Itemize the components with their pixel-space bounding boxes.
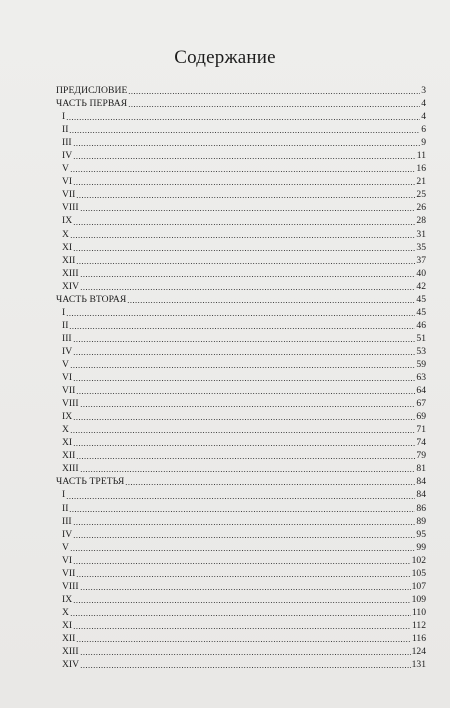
toc-chapter-row (56, 554, 426, 567)
toc-entry-label: XI (62, 241, 73, 253)
toc-entry-label: X (62, 424, 69, 436)
page-title: Содержание (174, 47, 276, 68)
toc-page-number: 46 (416, 319, 426, 331)
toc-chapter-row (56, 619, 426, 632)
toc-entry-label: IX (62, 411, 73, 423)
toc-page-number: 42 (416, 280, 426, 292)
toc-entry-label: IX (62, 593, 73, 605)
dot-leader (76, 458, 415, 459)
toc-chapter-row (56, 306, 426, 319)
toc-entry-label: III (62, 137, 72, 149)
dot-leader (76, 197, 415, 198)
dot-leader (73, 250, 415, 251)
toc-page-number: 26 (416, 202, 426, 214)
dot-leader (70, 367, 415, 368)
toc-entry-label: VII (62, 385, 76, 397)
toc-page-number: 21 (416, 176, 426, 188)
dot-leader (70, 171, 415, 172)
toc-page-number: 16 (416, 163, 426, 175)
toc-chapter-row (56, 606, 426, 619)
toc-entry-label: II (62, 124, 69, 136)
toc-chapter-row (56, 567, 426, 580)
toc-chapter-row (56, 201, 426, 214)
toc-page-number: 81 (416, 463, 426, 475)
toc-page-number: 84 (416, 476, 426, 488)
toc-page-number: 84 (416, 489, 426, 501)
toc-chapter-row (56, 462, 426, 475)
toc-entry-label: IV (62, 528, 73, 540)
toc-entry-label: ЧАСТЬ ПЕРВАЯ (56, 98, 128, 110)
toc-page-number: 89 (416, 515, 426, 527)
dot-leader (66, 498, 415, 499)
dot-leader (70, 237, 415, 238)
toc-page-number: 9 (421, 137, 426, 149)
toc-entry-label: VII (62, 567, 76, 579)
toc-entry-label: III (62, 515, 72, 527)
dot-leader (80, 276, 416, 277)
toc-chapter-row (56, 358, 426, 371)
toc-entry-label: VII (62, 189, 76, 201)
toc-page-number: 116 (411, 632, 426, 644)
toc-chapter-row (56, 332, 426, 345)
dot-leader (127, 302, 415, 303)
toc-chapter-row (56, 397, 426, 410)
dot-leader (69, 132, 420, 133)
toc-entry-label: IV (62, 150, 73, 162)
toc-page-number: 79 (416, 450, 426, 462)
toc-chapter-row (56, 488, 426, 501)
toc-chapter-row (56, 267, 426, 280)
toc-chapter-row (56, 241, 426, 254)
toc-chapter-row (56, 436, 426, 449)
toc-page-number: 107 (411, 580, 426, 592)
toc-entry-label: I (62, 111, 66, 123)
toc-chapter-row (56, 319, 426, 332)
toc-page-number: 99 (416, 541, 426, 553)
toc-entry-label: VIII (62, 202, 79, 214)
toc-entry-label: ЧАСТЬ ВТОРАЯ (56, 293, 127, 305)
toc-chapter-row (56, 528, 426, 541)
dot-leader (73, 524, 416, 525)
toc-chapter-row (56, 188, 426, 201)
toc-entry-label: V (62, 163, 69, 175)
toc-entry-label: ЧАСТЬ ТРЕТЬЯ (56, 476, 125, 488)
toc-entry-label: IV (62, 345, 73, 357)
toc-page-number: 105 (411, 567, 426, 579)
toc-page-number: 3 (421, 85, 426, 96)
toc-page-number: 40 (416, 267, 426, 279)
toc-entry-label: XIII (62, 646, 79, 658)
toc-section-row (56, 97, 426, 110)
toc-chapter-row (56, 515, 426, 528)
dot-leader (69, 511, 415, 512)
toc-chapter-row (56, 541, 426, 554)
toc-page-number: 45 (416, 293, 426, 305)
toc-page-number: 4 (421, 98, 426, 110)
dot-leader (125, 484, 415, 485)
toc-page-number: 35 (416, 241, 426, 253)
dot-leader (73, 184, 415, 185)
toc-entry-label: V (62, 541, 69, 553)
dot-leader (66, 315, 415, 316)
toc-chapter-row (56, 423, 426, 436)
toc-chapter-row (56, 214, 426, 227)
toc-entry-label: VI (62, 176, 73, 188)
toc-page-number: 64 (416, 385, 426, 397)
toc-page-number: 28 (416, 215, 426, 227)
toc-chapter-row (56, 175, 426, 188)
toc-chapter-row (56, 149, 426, 162)
toc-entry-label: XIV (62, 659, 80, 671)
toc-entry-label: XI (62, 619, 73, 631)
toc-chapter-row (56, 593, 426, 606)
dot-leader (69, 328, 415, 329)
toc-chapter-row (56, 371, 426, 384)
toc-chapter-row (56, 123, 426, 136)
toc-page-number: 102 (411, 554, 426, 566)
dot-leader (70, 550, 415, 551)
toc-chapter-row (56, 228, 426, 241)
dot-leader (70, 432, 415, 433)
toc-page-number: 131 (411, 659, 426, 671)
toc-entry-label: ПРЕДИСЛОВИЕ (56, 85, 128, 96)
toc-entry-label: XI (62, 437, 73, 449)
toc-page-number: 110 (411, 606, 426, 618)
dot-leader (80, 589, 411, 590)
dot-leader (80, 471, 416, 472)
toc-page-number: 109 (411, 593, 426, 605)
toc-entry-label: VIII (62, 580, 79, 592)
dot-leader (128, 93, 420, 94)
dot-leader (76, 263, 415, 264)
toc-page-number: 124 (411, 646, 426, 658)
toc-entry-label: VI (62, 554, 73, 566)
toc-chapter-row (56, 345, 426, 358)
dot-leader (73, 537, 415, 538)
toc-entry-label: XII (62, 254, 76, 266)
toc-entry-label: VIII (62, 398, 79, 410)
toc-entry-label: XII (62, 632, 76, 644)
toc-entry-label: I (62, 489, 66, 501)
toc-chapter-row (56, 254, 426, 267)
toc-page-number: 112 (411, 619, 426, 631)
dot-leader (73, 354, 415, 355)
toc-entry-label: X (62, 606, 69, 618)
toc-page-number: 67 (416, 398, 426, 410)
toc-entry-label: VI (62, 372, 73, 384)
toc-entry-label: XIV (62, 280, 80, 292)
toc-page-number: 37 (416, 254, 426, 266)
toc-chapter-row (56, 645, 426, 658)
toc-entry-label: IX (62, 215, 73, 227)
dot-leader (70, 615, 411, 616)
toc-page-number: 53 (416, 345, 426, 357)
toc-chapter-row (56, 658, 426, 671)
dot-leader (80, 654, 411, 655)
dot-leader (73, 445, 415, 446)
toc-page-number: 86 (416, 502, 426, 514)
toc-entry-label: III (62, 332, 72, 344)
toc-entry-label: II (62, 502, 69, 514)
dot-leader (76, 393, 415, 394)
toc-section-row (56, 84, 426, 97)
toc-entry-label: XII (62, 450, 76, 462)
dot-leader (128, 106, 420, 107)
toc-page-number: 71 (416, 424, 426, 436)
dot-leader (73, 224, 415, 225)
dot-leader (73, 158, 416, 159)
toc-chapter-row (56, 632, 426, 645)
toc-page-number: 51 (416, 332, 426, 344)
dot-leader (73, 602, 410, 603)
dot-leader (73, 563, 410, 564)
toc-chapter-row (56, 280, 426, 293)
toc-chapter-row (56, 449, 426, 462)
toc-chapter-row (56, 580, 426, 593)
dot-leader (73, 380, 415, 381)
toc-page-number: 4 (421, 111, 426, 123)
toc-chapter-row (56, 384, 426, 397)
toc-section-row (56, 475, 426, 488)
dot-leader (76, 641, 411, 642)
toc-page-number: 59 (416, 358, 426, 370)
dot-leader (80, 406, 416, 407)
dot-leader (73, 419, 415, 420)
toc-page-number: 25 (416, 189, 426, 201)
toc-page-number: 95 (416, 528, 426, 540)
toc-entry-label: XIII (62, 463, 79, 475)
toc-entry-label: X (62, 228, 69, 240)
toc-entry-label: II (62, 319, 69, 331)
toc-chapter-row (56, 136, 426, 149)
dot-leader (76, 576, 410, 577)
toc-page-number: 74 (416, 437, 426, 449)
toc-page-number: 31 (416, 228, 426, 240)
toc-page-number: 11 (416, 150, 426, 162)
dot-leader (73, 341, 416, 342)
toc-chapter-row (56, 502, 426, 515)
toc-chapter-row (56, 110, 426, 123)
toc-page-number: 6 (421, 124, 426, 136)
dot-leader (80, 667, 411, 668)
toc-page-number: 63 (416, 372, 426, 384)
toc-chapter-row (56, 162, 426, 175)
dot-leader (73, 628, 411, 629)
table-of-contents (56, 84, 426, 671)
toc-chapter-row (56, 410, 426, 423)
toc-entry-label: V (62, 358, 69, 370)
dot-leader (66, 119, 420, 120)
toc-page-number: 69 (416, 411, 426, 423)
toc-entry-label: XIII (62, 267, 79, 279)
dot-leader (80, 210, 416, 211)
dot-leader (80, 289, 415, 290)
toc-entry-label: I (62, 306, 66, 318)
toc-section-row (56, 293, 426, 306)
dot-leader (73, 145, 421, 146)
toc-page-number: 45 (416, 306, 426, 318)
